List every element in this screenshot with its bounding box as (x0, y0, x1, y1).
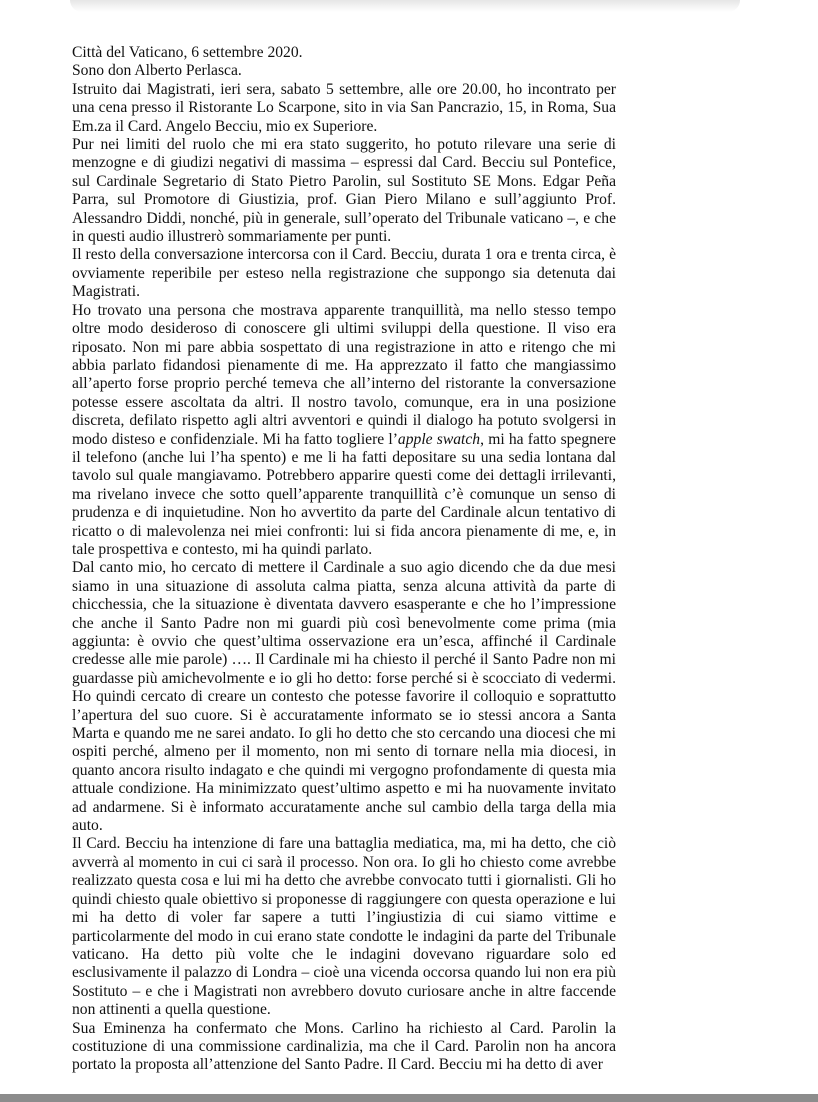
paragraph-1: Istruito dai Magistrati, ieri sera, sabato 5 settembre, alle ore 20.00, ho incontrato per una cena presso il Ristorante Lo Scarpone, sito in via San Pancrazio, 15, in Roma, Sua Em.za il Card. Angelo Becciu, mio ex Superiore. (72, 80, 616, 135)
paragraph-5: Dal canto mio, ho cercato di mettere il Cardinale a suo agio dicendo che da due mesi siamo in una situazione di assoluta calma piatta, senza alcuna attività da parte di chicchessia, che la situazione è diventata davvero esasperante e che ho l’impressione che anche il Santo Padre non mi guardi più così benevolmente come prima (mia aggiunta: è ovvio che quest’ultima osservazione era un’esca, affinché il Cardinale credesse alle mie parole) …. Il Cardinale mi ha chiesto il perché il Santo Padre non mi guardasse più amichevolmente e io gli ho detto: forse perché si è scocciato di vedermi. Ho quindi cercato di creare un contesto che potesse favorire il colloquio e soprattutto l’apertura del suo cuore. Si è accuratamente informato se io stessi ancora a Santa Marta e quando me ne sarei andato. Io gli ho detto che sto cercando una diocesi che mi ospiti perché, almeno per il momento, non mi sento di tornare nella mia diocesi, in quanto ancora risulto indagato e che quindi mi vergogno profondamente di questa mia attuale condizione. Ha minimizzato quest’ultimo aspetto e mi ha nuovamente invitato ad andarmene. Si è informato accuratamente anche sul cambio della targa della mia auto. (72, 559, 616, 835)
document-page (72, 44, 616, 1075)
paragraph-4-part-1: Ho trovato una persona che mostrava apparente tranquillità, ma nello stesso tempo oltre modo desideroso di conoscere gli ultimi sviluppi della questione. Il viso era riposato. Non mi pare abbia sospettato di una registrazione in atto e ritengo che mi abbia parlato fidandosi pienamente di me. Ha apprezzato il fatto che mangiassimo all’aperto forse proprio perché temeva che all’interno del ristorante la conversazione potesse essere ascoltata da altri. Il nostro tavolo, comunque, era in una posizione discreta, defilato rispetto agli altri avventori e quindi il dialogo ha potuto svolgersi in modo disteso e confidenziale. Mi ha fatto togliere l’ (72, 301, 616, 448)
paragraph-2: Pur nei limiti del ruolo che mi era stato suggerito, ho potuto rilevare una serie di menzogne e di giudizi negativi di massima – espressi dal Card. Becciu sul Pontefice, sul Cardinale Segretario di Stato Pietro Parolin, sul Sostituto SE Mons. Edgar Peña Parra, sul Promotore di Giustizia, prof. Gian Piero Milano e sull’aggiunto Prof. Alessandro Diddi, nonché, più in generale, sull’operato del Tribunale vaticano –, e che in questi audio illustrerò sommariamente per punti. (72, 136, 616, 246)
bottom-scroll-bar[interactable] (0, 1094, 818, 1102)
paragraph-3: Il resto della conversazione intercorsa con il Card. Becciu, durata 1 ora e trenta circa, è ovviamente reperibile per esteso nella registrazione che suppongo sia detenuta dai Magistrati. (72, 246, 616, 301)
page-top-shadow (70, 0, 740, 12)
paragraph-6: Il Card. Becciu ha intenzione di fare una battaglia mediatica, ma, mi ha detto, che ciò avverrà al momento in cui ci sarà il processo. Non ora. Io gli ho chiesto come avrebbe realizzato questa cosa e lui mi ha detto che avrebbe convocato tutti i giornalisti. Gli ho quindi chiesto quale obiettivo si proponesse di raggiungere con questa operazione e lui mi ha detto di voler far sapere a tutti l’ingiustizia di cui siamo vittime e particolarmente del modo in cui erano state condotte le indagini da parte del Tribunale vaticano. Ha detto più volte che le indagini dovevano riguardare solo ed esclusivamente il palazzo di Londra – cioè una vicenda occorsa quando lui non era più Sostituto – e che i Magistrati non avrebbero dovuto curiosare anche in altre faccende non attinenti a quella questione. (72, 835, 616, 1019)
paragraph-4-part-2: , mi ha fatto spegnere il telefono (anche lui l’ha spento) e me li ha fatti depositare su una sedia lontana dal tavolo sul quale mangiavamo. Potrebbero apparire questi come dei dettagli irrilevanti, ma rivelano invece che sotto quell’apparente tranquillità c’è comunque un senso di prudenza e di inquietudine. Non ho avvertito da parte del Cardinale alcun tentativo di ricatto o di malevolenza nei miei confronti: lui si fida ancora pienamente di me, e, in tale prospettiva e contesto, mi ha quindi parlato. (72, 430, 616, 558)
paragraph-7: Sua Eminenza ha confermato che Mons. Carlino ha richiesto al Card. Parolin la costituzione di una commissione cardinalizia, ma che il Card. Parolin non ha ancora portato la proposta all’attenzione del Santo Padre. Il Card. Becciu mi ha detto di aver (72, 1019, 616, 1074)
paragraph-4 (72, 302, 616, 560)
date-line: Città del Vaticano, 6 settembre 2020. (72, 44, 303, 61)
paragraph-4-italic: apple swatch (397, 430, 481, 448)
intro-line: Sono don Alberto Perlasca. (72, 62, 242, 80)
